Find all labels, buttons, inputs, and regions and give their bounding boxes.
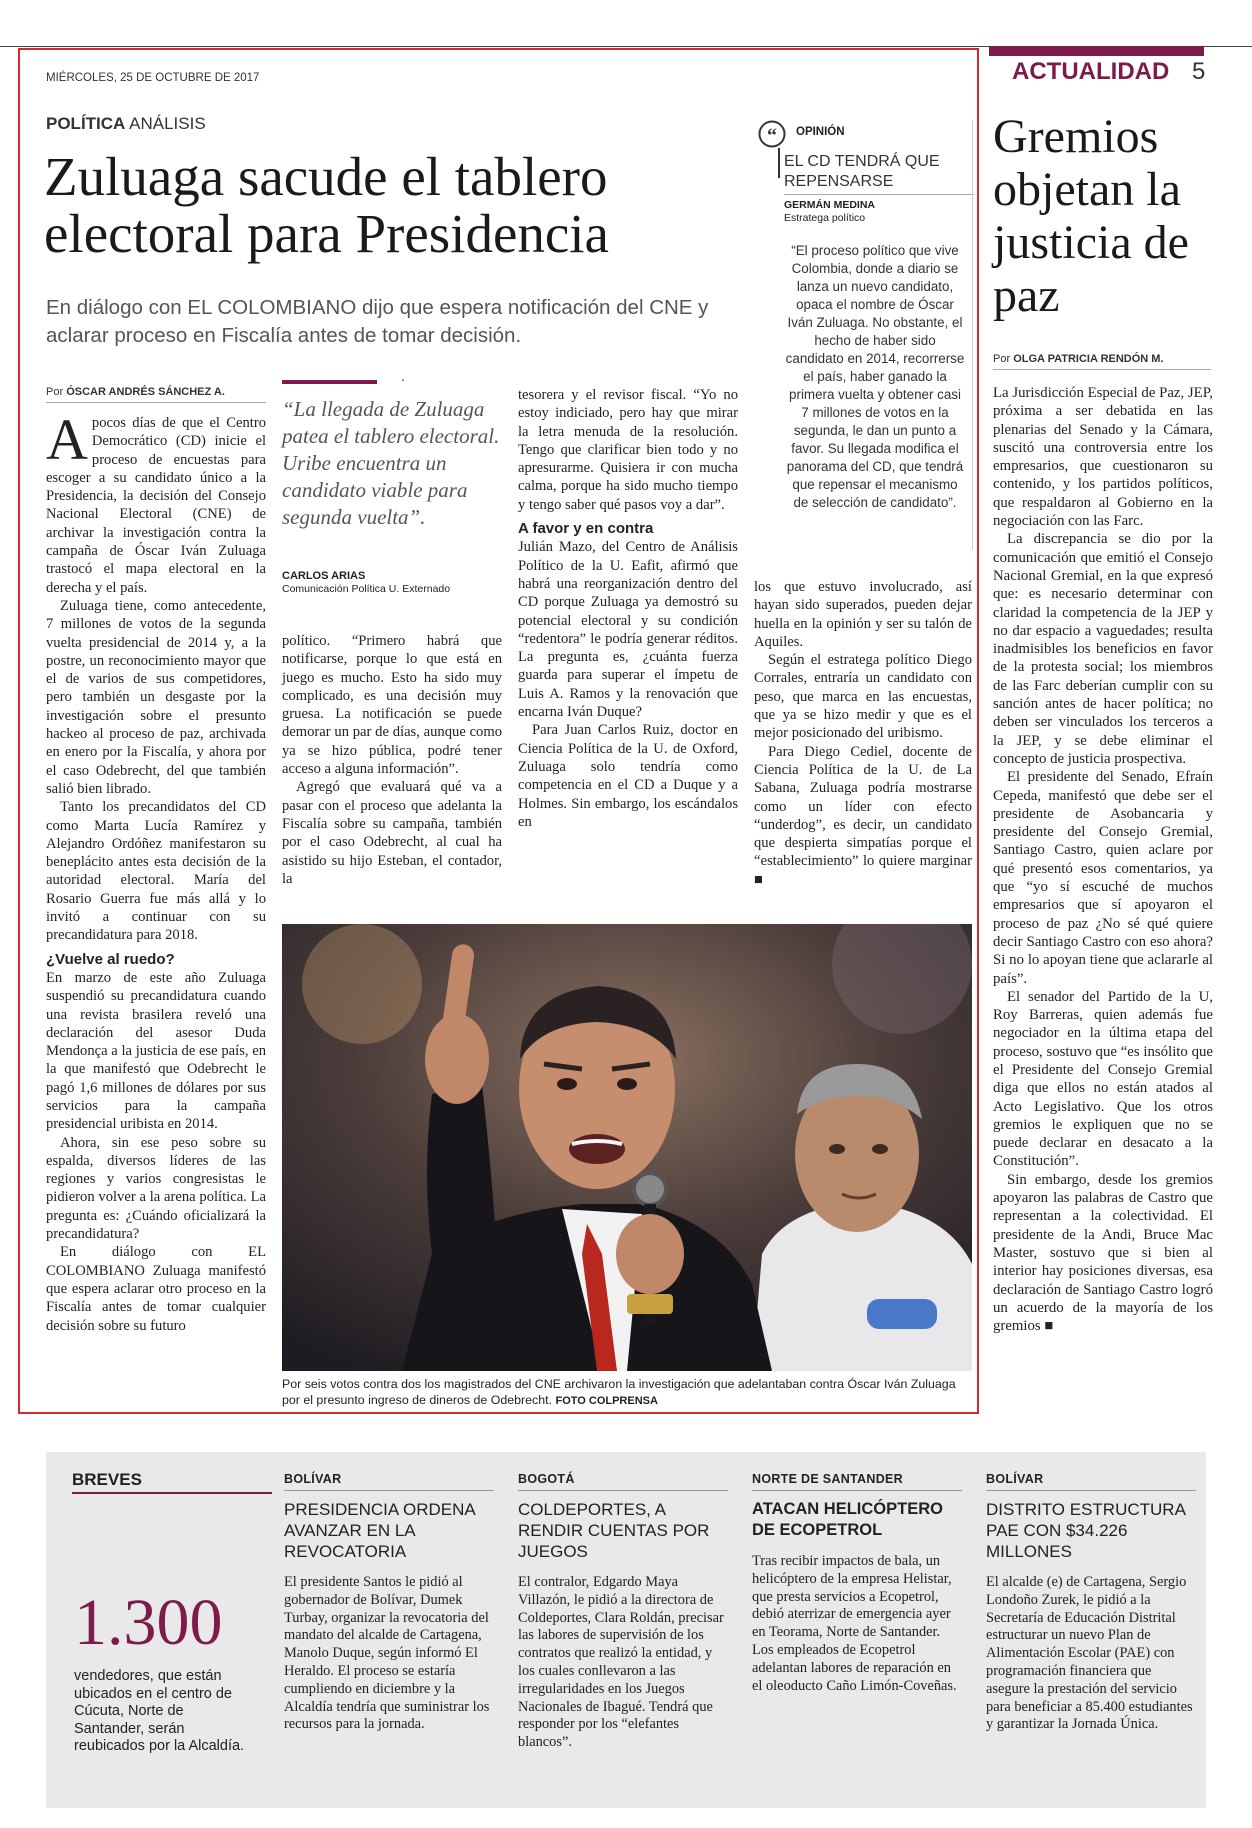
paragraph: Sin embargo, desde los gremios apoyaron las palabras de Castro que representan a la colectividad. El presidente de la Andi, Bruce Mac Master, sostuvo que si bien al interior hay posiciones diversas, esa declaración de Santiago Castro logró un acuerdo de la mayoría de los gremios ■: [993, 1171, 1213, 1335]
opinion-body: “El proceso político que vive Colombia, donde a diario se lanza un nuevo candidato, opaca el nombre de Óscar Iván Zuluaga. No obstante, el hecho de haber sido candidato en 2014, recorrerse el país, haber ganado la primera vuelta y obtener casi 7 millones de votos en la segunda, le dan un punto a favor. Su llegada modifica el panorama del CD, que tendrá que repensar el mecanismo de selección de candidato”.: [785, 243, 965, 510]
photo-caption: [282, 1376, 972, 1409]
opinion-label: OPINIÓN: [796, 126, 845, 138]
paragraph: Tanto los precandidatos del CD como Marta Lucía Ramírez y Alejandro Ordóñez manifestaron su beneplácito antes esta decisión de la autoridad electoral. María del Rosario Guerra fue más allá y lo invitó a continuar con su precandidatura para 2018.: [46, 799, 266, 944]
opinion-author: GERMÁN MEDINA: [784, 199, 875, 211]
section-tab: [989, 46, 1204, 56]
drop-cap: A: [46, 407, 88, 472]
brief-title: COLDEPORTES, A RENDIR CUENTAS POR JUEGOS: [518, 1500, 710, 1561]
byline-rule: [46, 402, 266, 403]
news-photo: [282, 924, 972, 1371]
pull-quote: “La llegada de Zuluaga patea el tablero electoral. Uribe encuentra un candidato viable para segunda vuelta”.: [282, 397, 500, 529]
paragraph: En diálogo con EL COLOMBIANO Zuluaga manifestó que espera aclarar otro proceso en la Fiscalía antes de tomar cualquier decisión sobre su futuro: [46, 1244, 266, 1334]
article-column-1: [46, 407, 266, 1335]
paragraph: los que estuvo involucrado, así hayan sido superados, pueden dejar huella en la opinión y ser su talón de Aquiles.: [754, 579, 972, 650]
paragraph: Según el estratega político Diego Corrales, entraría un candidato con peso, que marca en las encuestas, que ya se hizo medir y que es el mejor posicionado del uribismo.: [754, 652, 972, 742]
column-divider: [972, 120, 973, 550]
brief-title: ATACAN HELICÓPTERO DE ECOPETROL: [752, 1500, 943, 1539]
side-byline-rule: [993, 369, 1211, 370]
briefs-label: BREVES: [72, 1470, 142, 1489]
caption-text: Por seis votos contra dos los magistrados del CNE archivaron la investigación que adelantaban contra Óscar Iván Zuluaga por el presunto ingreso de dineros de Odebrecht.: [282, 1377, 956, 1407]
section-name: ACTUALIDAD: [1012, 58, 1170, 85]
article-column-3: [518, 386, 738, 831]
briefs-big-number: 1.300: [74, 1586, 223, 1659]
quote-icon: [758, 120, 786, 148]
paragraph: Julián Mazo, del Centro de Análisis Político de la U. Eafit, afirmó que habrá una reorganización dentro del CD porque Zuluaga ya demostró su potencial electoral y su condición “redentora” le podría generar réditos. La pregunta es, ¿cuánta fuerza guarda para superar el ímpetu de Luis A. Ramos y la renovación que encarna Iván Duque?: [518, 539, 738, 721]
brief-body: El presidente Santos le pidió al gobernador de Bolívar, Dumek Turbay, organizar la revocatoria del mandato del alcalde de Cartagena, Manolo Duque, según informó El Heraldo. El proceso se estaría cumpliendo en diciembre y la Alcaldía tendría que suministrar los recursos para la jornada.: [284, 1574, 490, 1733]
brief-region: BOGOTÁ: [518, 1472, 728, 1491]
paragraph: El presidente del Senado, Efraín Cepeda, manifestó que debe ser el presidente de Asobancaria y presidente del Consejo Gremial, Santiago Castro, quien aclare por qué presentó esos comentarios, ya que “yo sí escuché de muchos empresarios que sí apoyaron el proceso de paz ¿No sé qué quiere decir Santiago Castro con eso ahora? Si no lo apoyan tiene que aclararle al país”.: [993, 769, 1213, 987]
byline-author: ÓSCAR ANDRÉS SÁNCHEZ A.: [66, 386, 225, 398]
subhead: ¿Vuelve al ruedo?: [46, 950, 175, 968]
opinion-rule: [778, 148, 780, 178]
side-byline: [993, 353, 1164, 365]
headline-line-1: Zuluaga sacude el tablero: [44, 146, 608, 207]
side-byline-author: OLGA PATRICIA RENDÓN M.: [1013, 353, 1164, 365]
side-headline: Gremios objetan la justicia de paz: [993, 110, 1189, 322]
brief-item: [986, 1472, 1196, 1734]
deck: En diálogo con EL COLOMBIANO dijo que espera notificación del CNE y aclarar proceso en Fiscalía antes de tomar decisión.: [46, 296, 709, 347]
paragraph: Zuluaga tiene, como antecedente, 7 millones de votos de la segunda vuelta presidencial de 2014 y, a la postre, un reconocimiento mayor que el de varios de sus competidores, pero también un desgaste por la investigación sobre el presunto hackeo al proceso de paz, archivada en enero por la Fiscalía, y ahora por el caso Odebrecht, del que también salió bien librado.: [46, 597, 266, 797]
headline-line-2: electoral para Presidencia: [44, 203, 609, 264]
byline: [46, 386, 225, 398]
article-column-2: [282, 632, 502, 888]
photo-credit: FOTO COLPRENSA: [555, 1395, 658, 1407]
kicker: [46, 114, 206, 134]
briefs-section: [46, 1452, 1206, 1808]
side-byline-prefix: Por: [993, 353, 1011, 365]
byline-prefix: Por: [46, 386, 64, 398]
quote-author: CARLOS ARIAS: [282, 570, 366, 582]
opinion-role: Estratega político: [784, 212, 866, 224]
brief-title: PRESIDENCIA ORDENA AVANZAR EN LA REVOCATORIA: [284, 1500, 475, 1561]
page-number: 5: [1192, 58, 1206, 85]
opinion-divider: [784, 194, 974, 195]
article-column-4: [754, 578, 972, 889]
brief-region: NORTE DE SANTANDER: [752, 1472, 962, 1491]
brief-item: [752, 1472, 962, 1695]
brief-region: BOLÍVAR: [284, 1472, 494, 1491]
headline: [44, 148, 609, 262]
brief-body: Tras recibir impactos de bala, un helicóptero de la empresa Helistar, que presta servicios a Ecopetrol, debió aterrizar de emergencia ayer en Teorama, Norte de Santander. Los empleados de Ecopetrol adelantan labores de reparación en el oleoducto Caño Limón-Coveñas.: [752, 1553, 957, 1694]
brief-title: DISTRITO ESTRUCTURA PAE CON $34.226 MILLONES: [986, 1500, 1185, 1561]
paragraph: pocos días de que el Centro Democrático (CD) inicie el proceso de encuestas para escoger a su candidato único a la Presidencia, la decisión del Consejo Nacional Electoral (CNE) de archivar la investigación contra la campaña de Óscar Iván Zuluaga trastocó el mapa electoral en la derecha y el país.: [46, 415, 266, 596]
brief-body: El contralor, Edgardo Maya Villazón, le pidió a la directora de Coldeportes, Clara Roldán, precisar las labores de supervisión de los contratos que realizó la entidad, y los cuales conllevaron a las irregularidades en los Juegos Nacionales de Ibagué. Tendrá que responder por los “elefantes blancos”.: [518, 1574, 724, 1751]
paragraph: Ahora, sin ese peso sobre su espalda, diversos líderes de las regiones y varios congresistas le pidieron volver a la arena política. La pregunta es: ¿Cuándo oficializará la precandidatura?: [46, 1134, 266, 1243]
quote-mark-dot: .: [401, 370, 405, 384]
paragraph: La Jurisdicción Especial de Paz, JEP, próxima a ser debatida en las plenarias del Senado y la Cámara, suscitó una controversia entre los empresarios, que cuestionaron su contenido, y los partidos políticos, que respaldaron al Gobierno en la negociación con las Farc.: [993, 385, 1213, 530]
paragraph: Para Diego Cediel, docente de Ciencia Política de la U. de La Sabana, Zuluaga podría mostrarse como un líder con efecto “underdog”, es decir, un candidato que despierta simpatías porque el “establecimiento” lo quiere marginar ■: [754, 743, 972, 888]
issue-date: MIÉRCOLES, 25 DE OCTUBRE DE 2017: [46, 72, 260, 84]
paragraph: tesorera y el revisor fiscal. “Yo no estoy indiciado, pero hay que mirar la letra menuda de la resolución. Tengo que clarificar bien todo y no apresurarme. Quisiera ir con mucha calma, porque ha sido mucho tiempo y tengo saber qué pasos voy a dar”.: [518, 387, 738, 513]
briefs-rule: [72, 1492, 272, 1494]
briefs-big-text: vendedores, que están ubicados en el centro de Cúcuta, Norte de Santander, serán reubicados por la Alcaldía.: [74, 1668, 245, 1754]
politician-photo-illustration: [282, 924, 972, 1371]
paragraph: En marzo de este año Zuluaga suspendió su precandidatura cuando una revista brasilera reveló una declaración del asesor Duda Mendonça a la justicia de ese país, en la que manifestó que Odebrecht le pagó 1,6 millones de dólares por sus servicios para la campaña presidencial uribista en 2014.: [46, 969, 266, 1133]
kicker-type: ANÁLISIS: [129, 114, 206, 133]
brief-region: BOLÍVAR: [986, 1472, 1196, 1491]
quote-rule: [282, 380, 377, 384]
kicker-section: POLÍTICA: [46, 114, 126, 133]
paragraph: político. “Primero habrá que notificarse, porque lo que está en juego es mucho. Esto ha sido muy complicado, es una decisión muy gruesa. La notificación se puede demorar un par de días, aunque como ya se hizo pública, podré tener acceso a alguna información”.: [282, 633, 502, 778]
opinion-title: EL CD TENDRÁ QUE REPENSARSE: [784, 153, 940, 190]
svg-text:“: “: [767, 125, 777, 147]
paragraph: Agregó que evaluará qué va a pasar con el proceso que adelanta la Fiscalía sobre su campaña, también por el caso Odebrecht, al cual ha asistido su hijo Esteban, el contador, la: [282, 779, 502, 887]
quote-role: Comunicación Política U. Externado: [282, 583, 451, 595]
paragraph: La discrepancia se dio por la comunicación que emitió el Consejo Nacional Gremial, en la que expresó que: es necesario determinar con claridad la competencia de la JEP y no dar espacio a vaguedades; resulta inadmisibles los beneficios en favor de la protesta social; los miembros de las Farc deberían cumplir con su sanción antes de hacer política; no deben ser vinculados los terceros a la JEP, y se debe eliminar el concepto de justicia prospectiva.: [993, 531, 1213, 767]
subhead: A favor y en contra: [518, 520, 654, 538]
brief-body: El alcalde (e) de Cartagena, Sergio Londoño Zurek, le pidió a la Secretaría de Educación Distrital estructurar un nuevo Plan de Alimentación Escolar (PAE) con programación financiera que asegure la prestación del servicio para beneficiar a 85.400 estudiantes y garantizar la Jornada Única.: [986, 1574, 1193, 1733]
paragraph: Para Juan Carlos Ruiz, doctor en Ciencia Política de la U. de Oxford, Zuluaga solo tendría como competencia en el CD a Duque y a Holmes. Sin embargo, los escándalos en: [518, 722, 738, 830]
side-article-body: [993, 384, 1213, 1335]
brief-item: [284, 1472, 494, 1734]
paragraph: El senador del Partido de la U, Roy Barreras, quien además fue negociador en la última etapa del proceso, sostuvo que “es insólito que el Presidente del Consejo Gremial diga que ellos no están atados al Acto Legislativo. Que los otros gremios le expliquen que no se puede declarar en desacato a la Constitución”.: [993, 988, 1213, 1170]
brief-item: [518, 1472, 728, 1752]
